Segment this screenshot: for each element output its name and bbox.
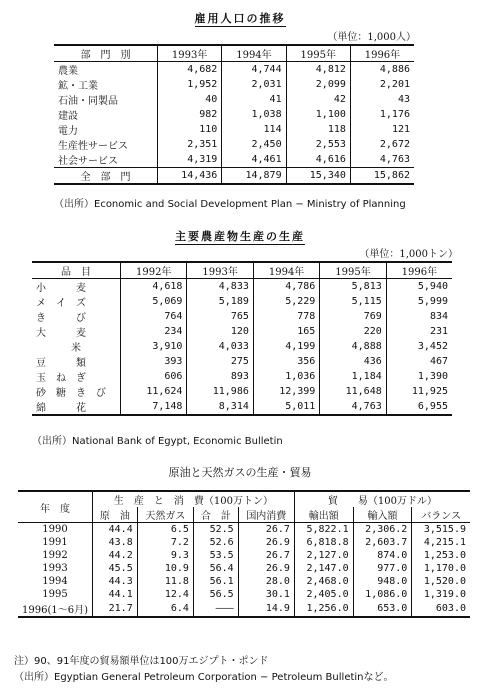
crops-cell: 12,399 [253,384,319,399]
employment-total-cell: 15,340 [286,168,350,185]
crops-cell: 11,624 [121,384,187,399]
crops-cell: 436 [320,354,386,369]
employment-cell: 1,038 [222,107,286,122]
petroleum-cell: 56.4 [193,562,238,575]
petroleum-cell: 52.6 [193,536,238,549]
crops-cell: 275 [187,354,253,369]
employment-unit: （単位：1,000人） [327,32,416,43]
employment-cell: 1,952 [158,77,222,92]
crops-cell: 5,940 [386,279,452,295]
employment-row [54,137,414,152]
petroleum-cell: 4,215.1 [412,536,470,549]
petroleum-cell: 6.4 [137,601,193,617]
employment-cell: 42 [286,92,350,107]
petroleum-row [18,575,470,588]
petroleum-cell: 44.1 [92,588,137,601]
petroleum-cell: ——— [193,601,238,617]
employment-header-row [54,45,414,62]
crops-cell: 834 [386,309,452,324]
employment-row-label: 生産性サービス [58,141,128,152]
petroleum-cell: 603.0 [412,601,470,617]
petroleum-row-label: 1993 [42,563,68,574]
employment-table [54,44,414,185]
petroleum-production-group: 生 産 と 消 費（100万トン） [92,491,294,507]
petroleum-trade-group: 貿 易（100万ドル） [294,491,470,507]
crops-cell: 764 [121,309,187,324]
employment-cell: 2,672 [350,137,414,152]
employment-source: （出所）Economic and Social Development Plan − Ministry of Planning [54,199,406,210]
petroleum-cell: 28.0 [238,575,294,588]
petroleum-cell: 45.5 [92,562,137,575]
petroleum-header: バランス [412,507,470,523]
crops-cell: 606 [121,369,187,384]
crops-cell: 8,314 [187,399,253,415]
employment-cell: 982 [158,107,222,122]
employment-row-label: 鉱・工業 [58,81,98,92]
crops-cell: 765 [187,309,253,324]
petroleum-cell: 56.1 [193,575,238,588]
crops-header-row [32,262,452,279]
employment-total-cell: 14,879 [222,168,286,185]
petroleum-cell: 1,520.0 [412,575,470,588]
crops-cell: 120 [187,324,253,339]
petroleum-cell: 10.9 [137,562,193,575]
petroleum-group-row [18,491,470,507]
crops-row [32,294,452,309]
petroleum-table [18,490,470,618]
petroleum-row [18,523,470,537]
petroleum-cell: 6,818.8 [294,536,353,549]
petroleum-note: 注）90、91年度の貿易額単位は100万エジプト・ポンド [14,656,269,667]
employment-row-label: 社会サービス [58,156,118,167]
employment-row-label: 石油・同製品 [58,96,118,107]
crops-cell: 220 [320,324,386,339]
petroleum-title: 原油と天然ガスの生産・貿易 [168,466,312,479]
crops-cell: 4,199 [253,339,319,354]
petroleum-header: 天然ガス [137,507,193,523]
employment-cell: 2,031 [222,77,286,92]
petroleum-cell: 52.5 [193,523,238,537]
crops-row-label: 綿 花 [36,403,86,414]
crops-cell: 393 [121,354,187,369]
petroleum-cell: 653.0 [353,601,412,617]
crops-cell: 1,184 [320,369,386,384]
petroleum-cell: 977.0 [353,562,412,575]
crops-cell: 4,888 [320,339,386,354]
employment-cell: 4,319 [158,152,222,168]
employment-cell: 2,450 [222,137,286,152]
petroleum-cell: 2,603.7 [353,536,412,549]
crops-cell: 4,833 [187,279,253,295]
petroleum-row-label: 1994 [42,576,68,587]
crops-row [32,399,452,415]
crops-header: 1994年 [253,262,319,279]
crops-row-label: 米 [71,343,81,354]
crops-source: （出所）National Bank of Egypt, Economic Bulletin [32,436,283,447]
petroleum-cell: 21.7 [92,601,137,617]
petroleum-cell: 5,822.1 [294,523,353,537]
petroleum-cell: 6.5 [137,523,193,537]
employment-header: 1996年 [350,45,414,62]
employment-cell: 4,812 [286,62,350,78]
employment-row-label: 建設 [58,111,78,122]
petroleum-cell: 12.4 [137,588,193,601]
employment-cell: 4,763 [350,152,414,168]
petroleum-cell: 1,319.0 [412,588,470,601]
employment-cell: 4,886 [350,62,414,78]
crops-cell: 7,148 [121,399,187,415]
petroleum-row [18,588,470,601]
petroleum-row-label: 1991 [42,537,68,548]
crops-cell: 5,189 [187,294,253,309]
crops-header: 1993年 [187,262,253,279]
crops-cell: 893 [187,369,253,384]
petroleum-header: 輸出額 [294,507,353,523]
petroleum-cell: 1,170.0 [412,562,470,575]
petroleum-cell: 26.7 [238,523,294,537]
crops-row [32,339,452,354]
petroleum-cell: 44.3 [92,575,137,588]
crops-row [32,324,452,339]
employment-cell: 4,744 [222,62,286,78]
crops-cell: 3,910 [121,339,187,354]
crops-table [32,261,452,416]
employment-cell: 4,616 [286,152,350,168]
employment-cell: 4,682 [158,62,222,78]
crops-cell: 11,925 [386,384,452,399]
petroleum-row-label: 1996(1〜6月) [22,605,88,616]
crops-cell: 165 [253,324,319,339]
crops-row-label: メ イ ズ [36,298,86,309]
crops-row-label: き び [36,313,86,324]
employment-cell: 1,100 [286,107,350,122]
petroleum-cell: 2,306.2 [353,523,412,537]
crops-cell: 4,786 [253,279,319,295]
crops-row-label: 玉 ね ぎ [36,373,86,384]
employment-header: 1995年 [286,45,350,62]
employment-cell: 121 [350,122,414,137]
crops-cell: 6,955 [386,399,452,415]
petroleum-cell: 30.1 [238,588,294,601]
employment-cell: 1,176 [350,107,414,122]
crops-cell: 5,069 [121,294,187,309]
crops-row [32,279,452,295]
employment-cell: 43 [350,92,414,107]
crops-row [32,309,452,324]
employment-row-label: 農業 [58,66,78,77]
petroleum-header: 輸入額 [353,507,412,523]
crops-cell: 4,618 [121,279,187,295]
employment-title: 雇用人口の推移 [194,12,286,25]
crops-cell: 1,390 [386,369,452,384]
petroleum-cell: 874.0 [353,549,412,562]
crops-cell: 231 [386,324,452,339]
crops-title: 主要農産物生産の生産 [175,230,305,243]
employment-row [54,152,414,168]
crops-cell: 4,033 [187,339,253,354]
crops-cell: 4,763 [320,399,386,415]
crops-cell: 5,999 [386,294,452,309]
petroleum-cell: 1,086.0 [353,588,412,601]
crops-cell: 5,115 [320,294,386,309]
crops-cell: 5,813 [320,279,386,295]
crops-cell: 3,452 [386,339,452,354]
employment-cell: 2,099 [286,77,350,92]
petroleum-cell: 26.9 [238,536,294,549]
employment-cell: 110 [158,122,222,137]
crops-cell: 5,011 [253,399,319,415]
employment-row-label: 電力 [58,126,78,137]
petroleum-cell: 44.2 [92,549,137,562]
employment-cell: 2,553 [286,137,350,152]
crops-row-label: 砂 糖 き び [36,388,106,399]
employment-row [54,62,414,78]
crops-header: 品 目 [32,262,121,279]
petroleum-row-label: 1992 [42,550,68,561]
crops-row-label: 大 麦 [36,328,86,339]
employment-cell: 2,351 [158,137,222,152]
employment-cell: 118 [286,122,350,137]
petroleum-row [18,562,470,575]
petroleum-cell: 2,405.0 [294,588,353,601]
petroleum-cell: 3,515.9 [412,523,470,537]
employment-cell: 41 [222,92,286,107]
employment-row [54,92,414,107]
petroleum-header: 国内消費 [238,507,294,523]
petroleum-row-label: 1990 [42,524,68,535]
petroleum-cell: 14.9 [238,601,294,617]
petroleum-header: 合 計 [193,507,238,523]
petroleum-cell: 56.5 [193,588,238,601]
crops-row [32,354,452,369]
employment-cell: 2,201 [350,77,414,92]
crops-cell: 1,036 [253,369,319,384]
crops-unit: （単位：1,000トン） [359,249,458,260]
crops-header: 1992年 [121,262,187,279]
employment-cell: 40 [158,92,222,107]
petroleum-cell: 11.8 [137,575,193,588]
crops-row-label: 豆 類 [36,358,86,369]
crops-cell: 778 [253,309,319,324]
crops-cell: 11,986 [187,384,253,399]
petroleum-year-header: 年 度 [18,491,92,523]
petroleum-row [18,601,470,617]
crops-cell: 467 [386,354,452,369]
petroleum-row-label: 1995 [42,589,68,600]
petroleum-cell: 43.8 [92,536,137,549]
crops-row-label: 小 麦 [36,283,86,294]
petroleum-cell: 44.4 [92,523,137,537]
crops-cell: 769 [320,309,386,324]
employment-row [54,77,414,92]
petroleum-source: （出所）Egyptian General Petroleum Corporation − Petroleum Bulletinなど。 [14,672,394,683]
petroleum-row [18,549,470,562]
crops-row [32,384,452,399]
employment-total-row [54,168,414,185]
employment-total-cell: 15,862 [350,168,414,185]
petroleum-cell: 26.7 [238,549,294,562]
employment-cell: 114 [222,122,286,137]
crops-header: 1995年 [320,262,386,279]
crops-cell: 234 [121,324,187,339]
petroleum-row [18,536,470,549]
employment-row [54,107,414,122]
petroleum-header: 原 油 [92,507,137,523]
crops-cell: 356 [253,354,319,369]
petroleum-cell: 26.9 [238,562,294,575]
employment-header: 1994年 [222,45,286,62]
petroleum-cell: 53.5 [193,549,238,562]
petroleum-cell: 9.3 [137,549,193,562]
crops-row [32,369,452,384]
petroleum-cell: 7.2 [137,536,193,549]
employment-total-cell: 14,436 [158,168,222,185]
employment-header: 部 門 別 [54,45,158,62]
petroleum-cell: 2,468.0 [294,575,353,588]
crops-cell: 5,229 [253,294,319,309]
crops-cell: 11,648 [320,384,386,399]
employment-cell: 4,461 [222,152,286,168]
employment-header: 1993年 [158,45,222,62]
petroleum-cell: 948.0 [353,575,412,588]
petroleum-cell: 1,253.0 [412,549,470,562]
petroleum-cell: 2,127.0 [294,549,353,562]
petroleum-cell: 1,256.0 [294,601,353,617]
employment-total-label: 全 部 門 [54,168,158,185]
crops-header: 1996年 [386,262,452,279]
employment-row [54,122,414,137]
petroleum-cell: 2,147.0 [294,562,353,575]
